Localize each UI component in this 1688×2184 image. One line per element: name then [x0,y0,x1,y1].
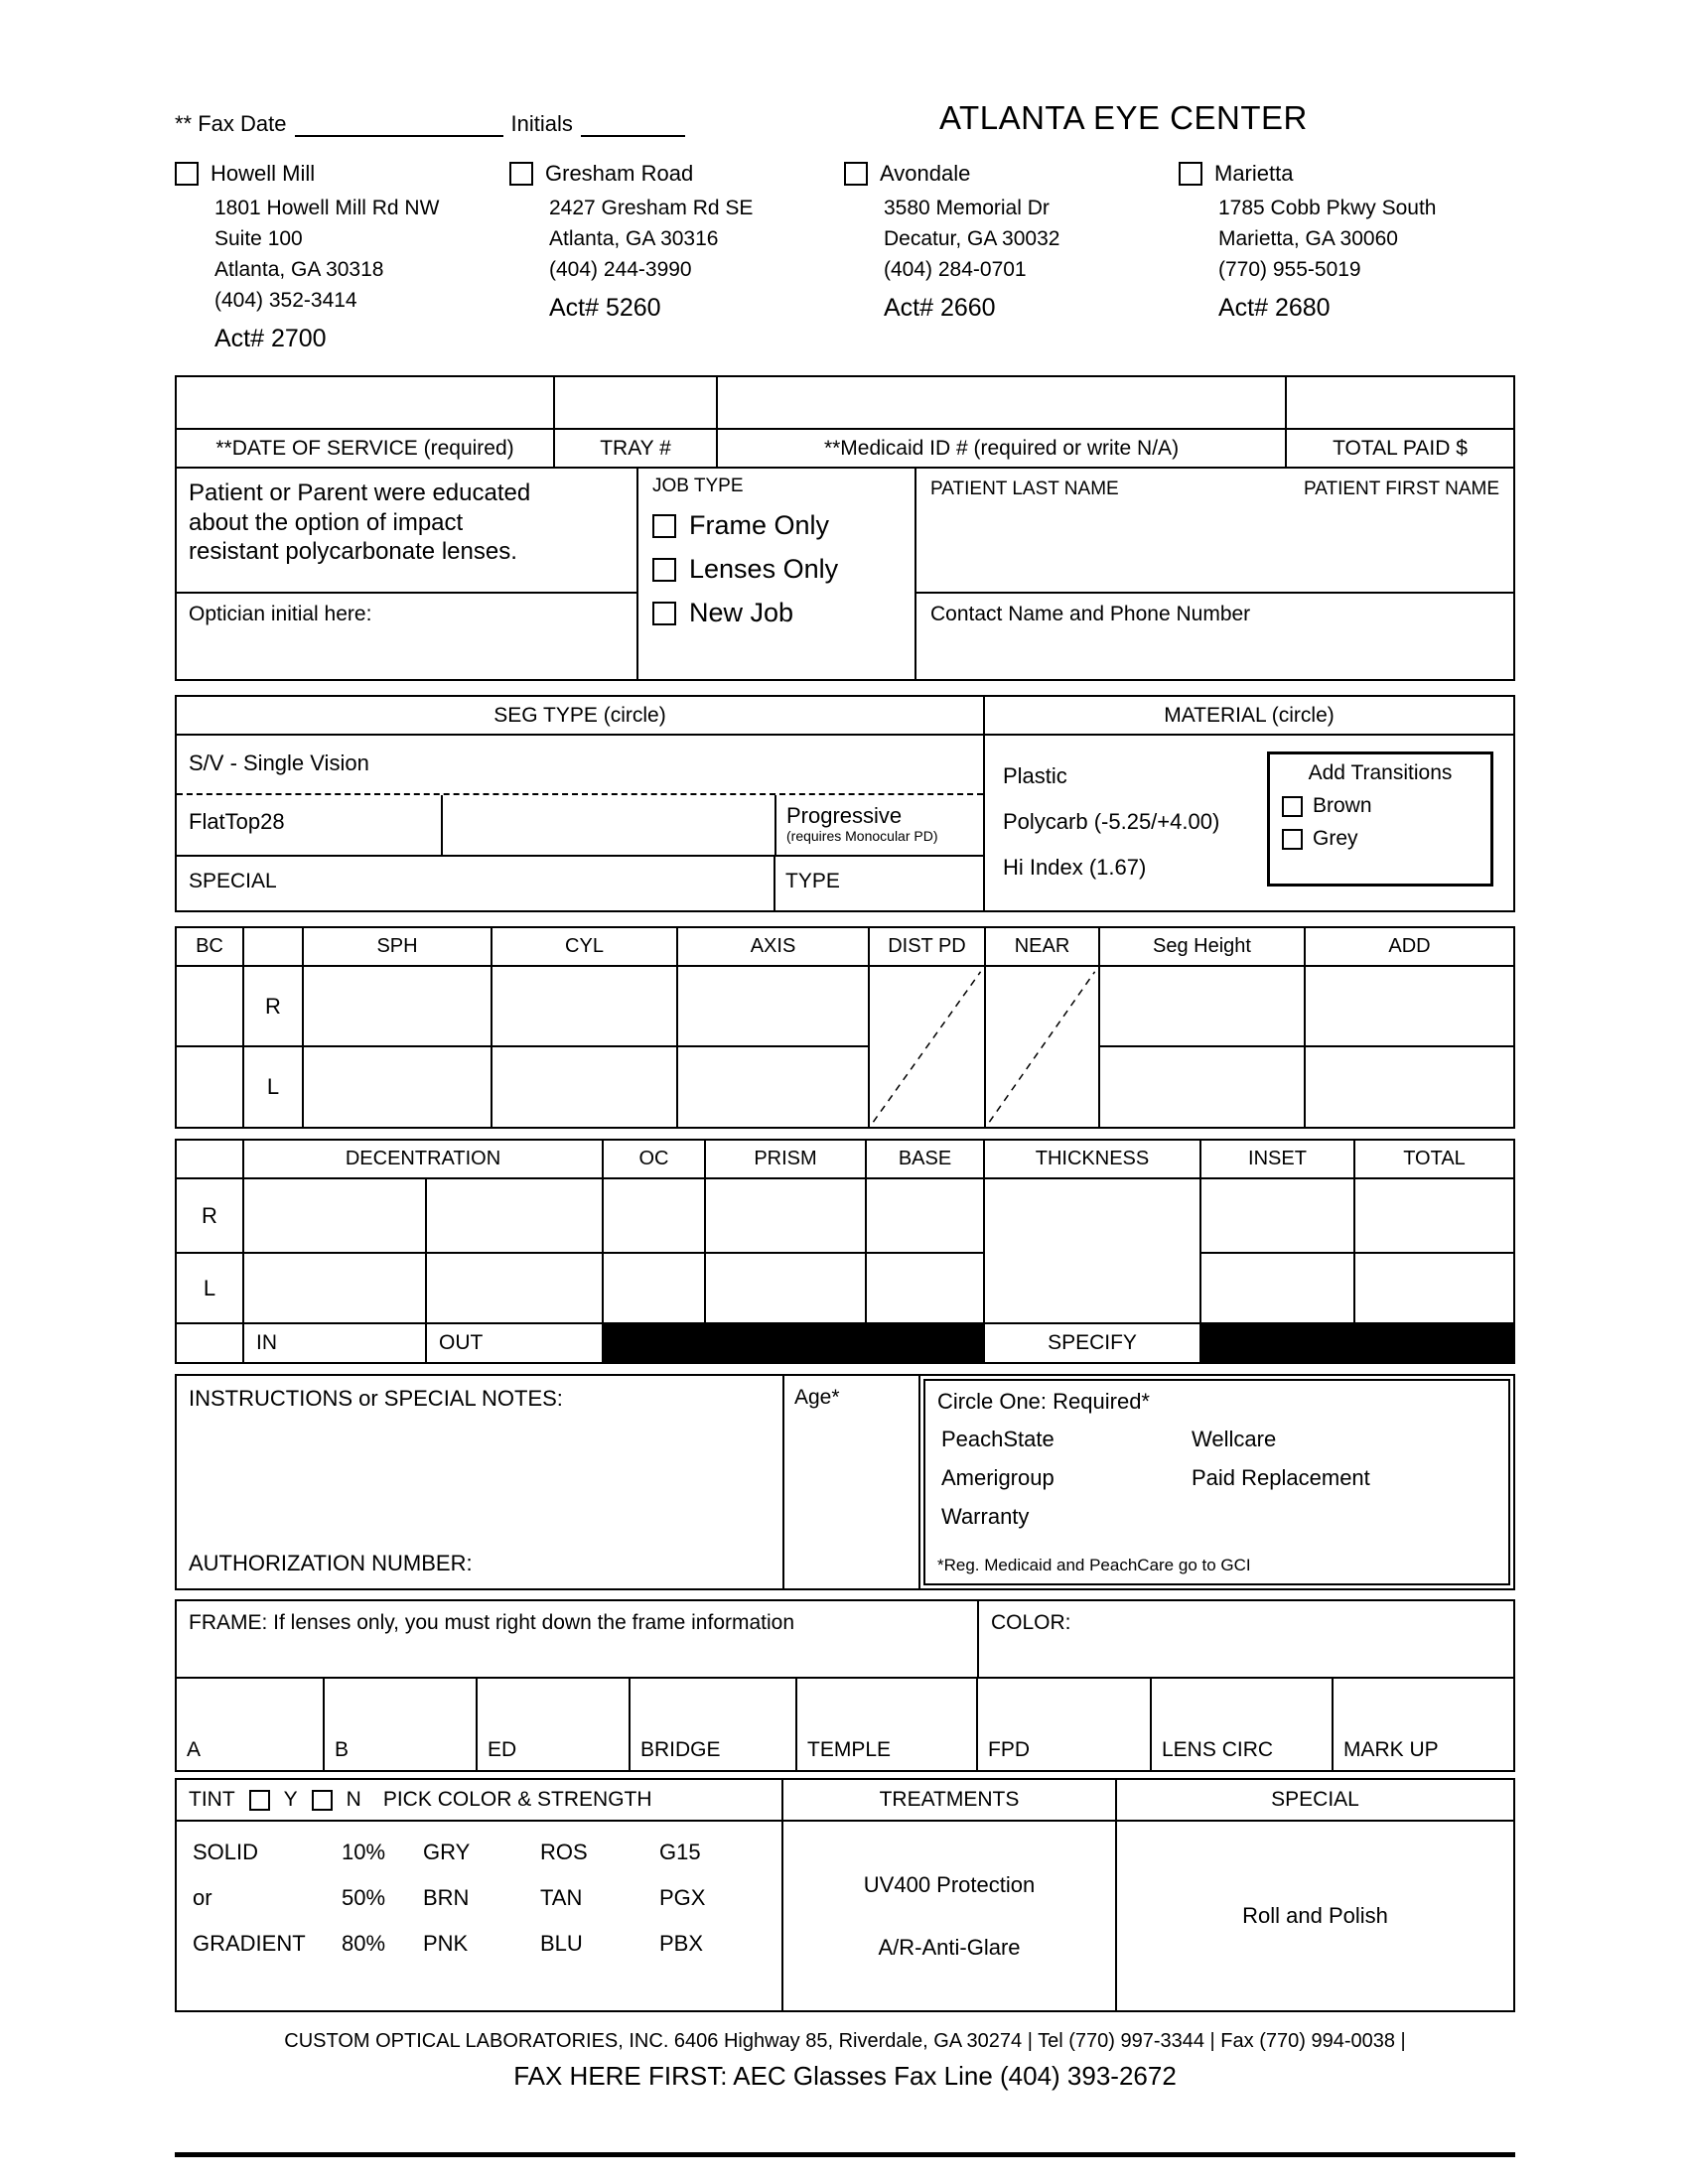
add-transitions-box [1267,751,1493,887]
address-line: (404) 244-3990 [549,258,692,282]
plan-option-paid-replacement[interactable]: Paid Replacement [1192,1465,1370,1491]
special-option-roll-polish[interactable]: Roll and Polish [1242,1903,1388,1929]
plan-option-wellcare[interactable]: Wellcare [1192,1427,1277,1452]
circle-one-cell [918,1376,1513,1588]
tray-number-field[interactable] [553,377,716,428]
special-header: SPECIAL [1115,1780,1513,1820]
location-gresham-road [509,161,844,353]
tint-yes-checkbox[interactable] [249,1790,270,1811]
tint-option-solid[interactable]: SOLID [193,1840,259,1865]
tint-or-label: or [193,1885,212,1911]
dec-input-cell[interactable] [704,1177,865,1252]
special-cell [1115,1822,1513,2010]
address-line: 1785 Cobb Pkwy South [1218,197,1437,219]
rx-row-label-right: R [242,965,302,1045]
transitions-option-label: Brown [1313,794,1372,818]
tint-color-pnk[interactable]: PNK [423,1931,469,1957]
act-number: Act# 2680 [1218,294,1331,323]
patient-first-name-label: PATIENT FIRST NAME [1303,478,1499,500]
location-name: Avondale [880,161,971,186]
treatment-option-anti-glare[interactable]: A/R-Anti-Glare [878,1934,1021,1960]
contact-name-phone-area[interactable]: Contact Name and Phone Number [916,592,1513,679]
initials-label: Initials [510,111,573,136]
frame-color-area[interactable]: COLOR: [977,1601,1513,1677]
material-option-hi-index[interactable]: Hi Index (1.67) [1003,855,1147,881]
tint-yes-label: Y [283,1788,298,1812]
dec-thickness-cell[interactable] [983,1177,1199,1322]
total-paid-field[interactable] [1285,377,1513,428]
job-type-label: JOB TYPE [652,476,744,497]
location-address [1218,193,1513,285]
dec-header-decentration: DECENTRATION [242,1141,602,1177]
date-of-service-label: **DATE OF SERVICE (required) [215,436,514,460]
circle-one-box [923,1379,1510,1585]
rx-header-cyl: CYL [491,928,676,965]
rx-input-cell[interactable] [1304,1045,1513,1127]
frame-measurements-row [175,1679,1515,1772]
location-avondale [844,161,1179,353]
tint-no-label: N [346,1788,361,1812]
job-option-label: Frame Only [689,510,830,541]
act-number: Act# 2660 [884,294,996,323]
frame-measure-fpd[interactable] [976,1679,1150,1770]
dec-input-cell[interactable] [425,1252,602,1322]
job-option-label: New Job [689,598,794,628]
dec-header-base: BASE [865,1141,983,1177]
tint-color-gry[interactable]: GRY [423,1840,471,1865]
plan-option-peachstate[interactable]: PeachState [941,1427,1055,1452]
material-options [985,736,1267,910]
diagonal-dashed-line [870,967,984,1127]
dec-input-cell[interactable] [242,1177,425,1252]
address-line: Suite 100 [214,227,303,251]
dec-input-cell[interactable] [1353,1252,1513,1322]
seg-material-table [175,695,1515,912]
address-line: (770) 955-5019 [1218,258,1361,282]
job-type-cell [636,469,914,679]
tint-options-cell [177,1822,781,2010]
address-line: (404) 284-0701 [884,258,1027,282]
dec-header-blank [177,1141,242,1177]
measure-label: TEMPLE [807,1738,892,1762]
location-checkbox-marietta[interactable] [1179,162,1202,186]
progressive-label: Progressive [786,803,903,829]
specify-label: SPECIFY [983,1322,1199,1362]
material-cell [983,736,1513,910]
measure-label: LENS CIRC [1162,1738,1274,1762]
dec-header-total: TOTAL [1353,1141,1513,1177]
measure-label: FPD [988,1738,1030,1762]
job-option-lenses-only[interactable] [652,554,914,585]
service-table [175,375,1515,681]
act-number: Act# 5260 [549,294,661,323]
fax-date-label: ** Fax Date [175,111,287,136]
dec-header-prism: PRISM [704,1141,865,1177]
tint-strength-50[interactable]: 50% [342,1885,386,1911]
frame-measure-bridge[interactable] [629,1679,795,1770]
job-option-new-job[interactable] [652,598,914,628]
decentration-table [175,1139,1515,1364]
rx-input-cell[interactable] [1098,965,1304,1045]
dec-header-thickness: THICKNESS [983,1141,1199,1177]
total-paid-label: TOTAL PAID $ [1285,430,1513,467]
blackout-bar [602,1322,983,1362]
fax-instruction-line: FAX HERE FIRST: AEC Glasses Fax Line (404) 393-2672 [513,2061,1177,2092]
initials-field[interactable] [581,111,685,137]
rx-header-axis: AXIS [676,928,868,965]
pick-color-strength-label: PICK COLOR & STRENGTH [382,1788,652,1812]
tint-color-brn[interactable]: BRN [423,1885,470,1911]
dec-input-cell[interactable] [425,1177,602,1252]
age-area[interactable]: Age* [782,1376,918,1588]
form-header [175,99,1515,149]
dec-header-oc: OC [602,1141,704,1177]
material-option-plastic[interactable]: Plastic [1003,763,1067,789]
tint-color-pgx[interactable]: PGX [659,1885,706,1911]
fax-date-field[interactable] [295,111,503,137]
medicaid-id-field[interactable] [716,377,1285,428]
seg-type-area[interactable]: TYPE [774,857,983,912]
location-howell-mill [175,161,509,353]
seg-blank-cell[interactable] [441,795,774,855]
frame-info-row [175,1599,1515,1679]
rx-input-cell[interactable] [1304,965,1513,1045]
fax-date-group [175,103,1515,137]
authorization-number-area[interactable]: AUTHORIZATION NUMBER: [189,1551,473,1576]
grey-checkbox[interactable] [1282,829,1303,850]
plan-option-warranty[interactable]: Warranty [941,1504,1030,1530]
dec-input-cell[interactable] [865,1177,983,1252]
page-bottom-rule [175,2152,1515,2157]
frame-measure-mark-up[interactable] [1332,1679,1513,1770]
frame-measure-lens-circ[interactable] [1150,1679,1332,1770]
address-line: Decatur, GA 30032 [884,227,1060,251]
frame-measure-a[interactable] [177,1679,323,1770]
patient-cell [914,469,1513,679]
treatments-cell [781,1822,1115,2010]
address-line: Marietta, GA 30060 [1218,227,1398,251]
optical-order-form [175,99,1515,2092]
tint-color-blu[interactable]: BLU [540,1931,583,1957]
polycarbonate-education-cell [177,469,636,679]
seg-option-single-vision[interactable]: S/V - Single Vision [177,736,983,795]
tint-label: TINT [189,1788,235,1812]
rx-input-cell[interactable] [676,965,868,1045]
tint-strength-80[interactable]: 80% [342,1931,386,1957]
address-line: 3580 Memorial Dr [884,197,1050,219]
tint-strength-10[interactable]: 10% [342,1840,386,1865]
special-notes-area[interactable] [177,1376,782,1588]
new-job-checkbox[interactable] [652,602,676,625]
form-footer [175,2030,1515,2092]
dec-header-inset: INSET [1199,1141,1353,1177]
rx-input-cell[interactable] [1098,1045,1304,1127]
act-number: Act# 2700 [214,325,327,353]
rx-header-sph: SPH [302,928,491,965]
rx-header-bc: BC [196,935,223,958]
dec-input-cell[interactable] [602,1252,704,1322]
transitions-option-brown[interactable] [1282,794,1478,818]
material-option-polycarb[interactable]: Polycarb (-5.25/+4.00) [1003,809,1220,835]
measure-label: B [335,1738,350,1762]
address-line: Atlanta, GA 30316 [549,227,719,251]
optician-initial-area[interactable]: Optician initial here: [177,592,636,679]
seg-type-title: SEG TYPE (circle) [493,703,666,727]
patient-name-area[interactable] [916,469,1513,592]
gci-note: *Reg. Medicaid and PeachCare go to GCI [937,1556,1251,1575]
location-address [884,193,1179,285]
add-transitions-label: Add Transitions [1308,761,1453,785]
location-name: Howell Mill [211,161,316,186]
rx-header-add: ADD [1304,928,1513,965]
instructions-section [175,1374,1515,1590]
circle-one-label: Circle One: Required* [937,1389,1150,1415]
dec-input-cell[interactable] [1199,1252,1353,1322]
location-address [549,193,844,285]
location-name: Gresham Road [545,161,694,186]
measure-label: BRIDGE [640,1738,721,1762]
location-marietta [1179,161,1513,353]
dec-input-cell[interactable] [704,1252,865,1322]
blackout-bar [1199,1322,1513,1362]
location-address [214,193,509,316]
rx-row-label-left: L [242,1045,302,1127]
out-label: OUT [425,1322,602,1362]
location-checkbox-howell-mill[interactable] [175,162,199,186]
tint-header-cell [177,1780,781,1820]
clinic-title: ATLANTA EYE CENTER [939,99,1308,136]
patient-last-name-label: PATIENT LAST NAME [930,478,1119,500]
rx-header-near: NEAR [984,928,1098,965]
location-checkbox-avondale[interactable] [844,162,868,186]
tint-option-gradient[interactable]: GRADIENT [193,1931,306,1957]
material-title: MATERIAL (circle) [983,697,1513,734]
rx-near-cell[interactable] [984,965,1098,1127]
frame-measure-temple[interactable] [795,1679,976,1770]
rx-input-cell[interactable] [491,1045,676,1127]
frame-only-checkbox[interactable] [652,514,676,538]
lab-address-line: CUSTOM OPTICAL LABORATORIES, INC. 6406 Highway 85, Riverdale, GA 30274 | Tel (770) 997-3344 | Fax (770) 994-0038 | [284,2030,1406,2053]
instructions-label: INSTRUCTIONS or SPECIAL NOTES: [189,1386,563,1412]
dec-input-cell[interactable] [1199,1177,1353,1252]
education-statement [177,469,636,592]
transitions-option-grey[interactable] [1282,827,1478,851]
rx-input-cell[interactable] [177,1045,242,1127]
date-of-service-field[interactable] [177,377,553,428]
rx-input-cell[interactable] [676,1045,868,1127]
rx-header-blank [242,928,302,965]
plan-option-amerigroup[interactable]: Amerigroup [941,1465,1055,1491]
treatment-option-uv400[interactable]: UV400 Protection [863,1871,1036,1897]
education-statement-line: about the option of impact [189,508,464,536]
location-name: Marietta [1214,161,1294,186]
dec-row-label-left: L [177,1252,242,1322]
seg-option-flattop28[interactable]: FlatTop28 [189,809,285,835]
dec-footer-blank [177,1322,242,1362]
frame-info-area[interactable]: FRAME: If lenses only, you must right down the frame information [189,1611,795,1635]
job-option-frame-only[interactable] [652,510,914,541]
tint-color-g15[interactable]: G15 [659,1840,701,1865]
dec-input-cell[interactable] [242,1252,425,1322]
frame-measure-ed[interactable] [476,1679,629,1770]
job-option-label: Lenses Only [689,554,839,585]
brown-checkbox[interactable] [1282,796,1303,817]
measure-label: ED [488,1738,517,1762]
treatments-header: TREATMENTS [781,1780,1115,1820]
education-statement-line: resistant polycarbonate lenses. [189,537,517,565]
rx-input-cell[interactable] [491,965,676,1045]
rx-header-dist-pd: DIST PD [868,928,984,965]
tint-no-checkbox[interactable] [312,1790,333,1811]
transitions-option-label: Grey [1313,827,1358,851]
seg-option-progressive[interactable] [774,795,983,855]
lenses-only-checkbox[interactable] [652,558,676,582]
address-line: Atlanta, GA 30318 [214,258,384,282]
progressive-note: (requires Monocular PD) [786,827,938,844]
frame-measure-b[interactable] [323,1679,476,1770]
rx-header-seg-height: Seg Height [1098,928,1304,965]
tint-color-ros[interactable]: ROS [540,1840,588,1865]
location-checkbox-gresham-road[interactable] [509,162,533,186]
rx-table [175,926,1515,1129]
rx-input-cell[interactable] [177,965,242,1045]
address-line: 2427 Gresham Rd SE [549,197,754,219]
address-line: (404) 352-3414 [214,289,357,313]
tint-section [175,1778,1515,2012]
dec-input-cell[interactable] [865,1252,983,1322]
dec-input-cell[interactable] [1353,1177,1513,1252]
in-label: IN [242,1322,425,1362]
rx-dist-pd-cell[interactable] [868,965,984,1127]
dec-input-cell[interactable] [602,1177,704,1252]
measure-label: MARK UP [1343,1738,1439,1762]
address-line: 1801 Howell Mill Rd NW [214,197,440,219]
tint-color-tan[interactable]: TAN [540,1885,583,1911]
tray-number-label: TRAY # [553,430,716,467]
measure-label: A [187,1738,202,1762]
rx-input-cell[interactable] [302,965,491,1045]
locations-row [175,161,1515,353]
medicaid-id-label: **Medicaid ID # (required or write N/A) [716,430,1285,467]
education-statement-line: Patient or Parent were educated [189,479,531,507]
dec-row-label-right: R [177,1177,242,1252]
seg-special-area[interactable]: SPECIAL [189,870,277,893]
rx-input-cell[interactable] [302,1045,491,1127]
tint-color-pbx[interactable]: PBX [659,1931,704,1957]
diagonal-dashed-line [986,967,1098,1127]
seg-type-cell [177,736,983,910]
